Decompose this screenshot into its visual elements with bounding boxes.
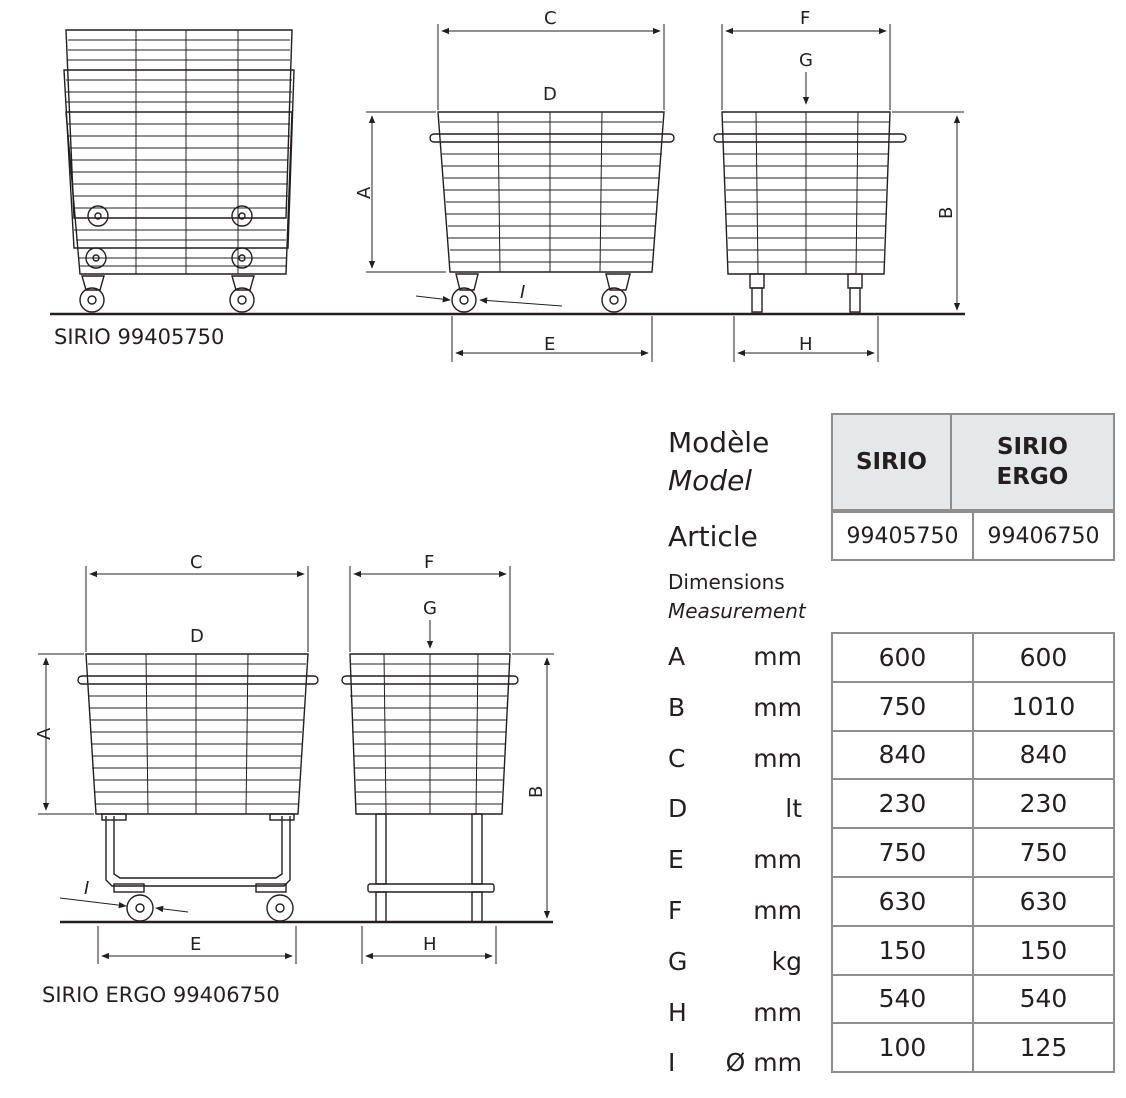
ergo-dim-label-h: H <box>423 934 437 955</box>
table-row <box>832 877 1114 926</box>
row-unit: mm <box>753 896 802 925</box>
value-sirio-ergo: 840 <box>973 731 1114 780</box>
ergo-dim-label-g: G <box>423 598 437 619</box>
row-unit: Ø mm <box>725 1048 802 1078</box>
sirio-caption: SIRIO 99405750 <box>54 325 225 349</box>
table-row <box>832 779 1114 828</box>
row-unit: kg <box>771 946 802 976</box>
value-sirio-ergo: 630 <box>973 877 1114 926</box>
model-header-sirio-ergo: SIRIO ERGO <box>951 414 1114 510</box>
ergo-dim-label-c: C <box>190 552 203 573</box>
dim-label-b: B <box>936 206 957 219</box>
row-unit: lt <box>785 794 802 824</box>
table-row <box>832 633 1114 682</box>
article-table <box>831 511 1115 561</box>
row-unit: mm <box>753 692 802 722</box>
row-label: F <box>668 896 683 925</box>
sirio-ergo-caption: SIRIO ERGO 99406750 <box>42 983 280 1007</box>
value-sirio: 840 <box>832 731 973 780</box>
dim-label-c: C <box>544 8 557 29</box>
article-sirio: 99405750 <box>832 512 973 560</box>
row-label: I <box>668 1048 676 1078</box>
value-sirio-ergo: 600 <box>973 633 1114 682</box>
model-label-en: Model <box>668 464 753 497</box>
value-sirio: 100 <box>832 1023 973 1072</box>
dimensions-label-fr: Dimensions <box>668 570 785 594</box>
value-sirio-ergo: 230 <box>973 779 1114 828</box>
value-sirio-ergo: 1010 <box>973 682 1114 731</box>
row-label: E <box>668 845 684 875</box>
article-label: Article <box>668 520 758 553</box>
row-label: H <box>668 997 687 1027</box>
stacked-baskets <box>64 30 294 312</box>
row-label: A <box>668 642 686 671</box>
model-header-table <box>831 413 1115 511</box>
sirio-ergo-front-view <box>342 654 518 922</box>
row-label: G <box>668 946 688 976</box>
dimensions-label-en: Measurement <box>668 599 806 623</box>
table-row <box>832 682 1114 731</box>
value-sirio: 750 <box>832 828 973 877</box>
sirio-ergo-side-view <box>78 654 318 921</box>
row-unit: mm <box>753 642 802 671</box>
dimensions-label <box>668 568 806 626</box>
row-unit: mm <box>753 845 802 875</box>
dim-label-e: E <box>544 334 556 355</box>
row-label: C <box>668 743 686 773</box>
row-label: D <box>668 794 688 824</box>
dim-label-h: H <box>799 334 813 355</box>
dim-label-a: A <box>354 186 375 199</box>
dim-label-d: D <box>543 84 557 105</box>
ergo-dim-label-f: F <box>424 552 435 573</box>
sirio-drawings <box>0 0 1126 380</box>
value-sirio: 630 <box>832 877 973 926</box>
ergo-dim-label-d: D <box>190 626 204 647</box>
value-sirio: 150 <box>832 926 973 975</box>
model-label <box>668 424 769 500</box>
value-sirio-ergo: 750 <box>973 828 1114 877</box>
row-unit: mm <box>753 997 802 1027</box>
row-unit: mm <box>753 743 802 773</box>
dim-label-g: G <box>799 50 813 71</box>
value-sirio: 600 <box>832 633 973 682</box>
value-sirio: 230 <box>832 779 973 828</box>
value-sirio-ergo: 150 <box>973 926 1114 975</box>
ergo-dim-label-b: B <box>526 785 547 798</box>
row-label: B <box>668 692 686 722</box>
dim-label-f: F <box>800 8 811 29</box>
table-row <box>832 731 1114 780</box>
value-sirio-ergo: 125 <box>973 1023 1114 1072</box>
ergo-dim-label-a: A <box>34 727 55 740</box>
model-label-fr: Modèle <box>668 426 770 459</box>
dim-label-i: I <box>520 282 526 303</box>
model-header-sirio: SIRIO <box>832 414 951 510</box>
ergo-dim-label-e: E <box>190 934 202 955</box>
sirio-side-view <box>430 112 674 312</box>
article-sirio-ergo: 99406750 <box>973 512 1114 560</box>
sirio-front-view <box>714 112 906 312</box>
table-row <box>832 975 1114 1024</box>
value-sirio: 540 <box>832 975 973 1024</box>
dimensions-table <box>831 632 1115 1073</box>
value-sirio-ergo: 540 <box>973 975 1114 1024</box>
sirio-ergo-drawings <box>0 540 570 980</box>
table-row <box>832 926 1114 975</box>
table-row <box>832 1023 1114 1072</box>
value-sirio: 750 <box>832 682 973 731</box>
ergo-dim-label-i: I <box>84 878 90 899</box>
table-row <box>832 828 1114 877</box>
